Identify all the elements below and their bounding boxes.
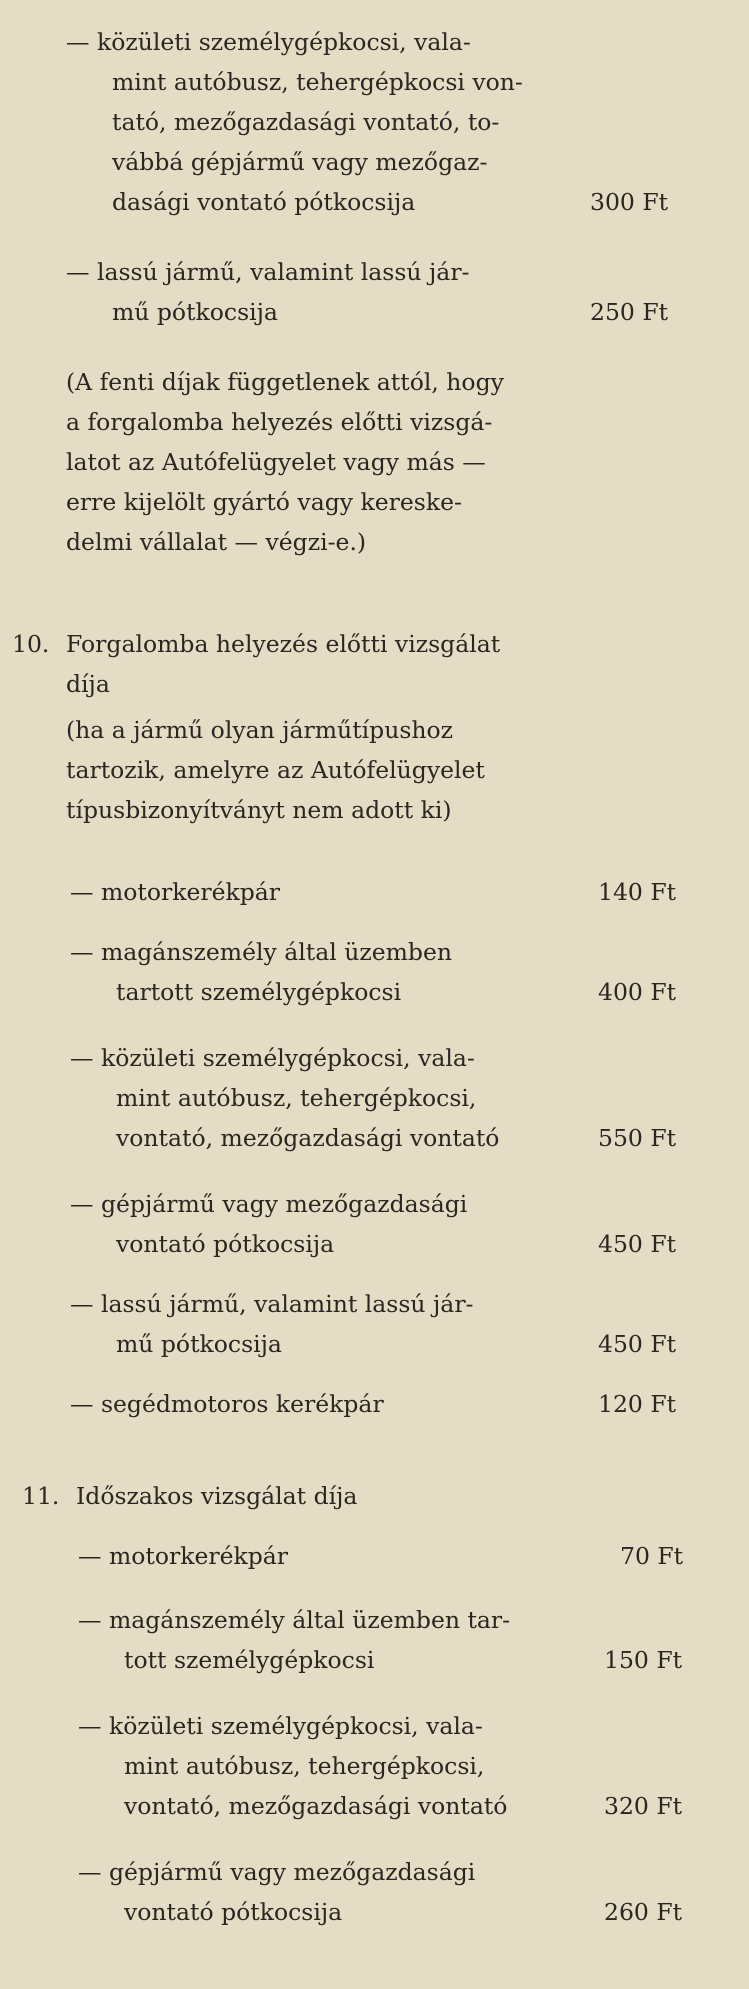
fee-price: 70 Ft <box>620 1542 684 1570</box>
item-line: mű pótkocsija <box>112 298 278 326</box>
item-line: — közületi személygépkocsi, vala- <box>78 1712 483 1740</box>
item-line: mű pótkocsija <box>116 1330 282 1358</box>
fee-price: 450 Ft <box>598 1330 677 1358</box>
fee-item-text <box>78 1852 475 1932</box>
section-number: 10. <box>12 630 50 658</box>
item-line: — segédmotoros kerékpár <box>70 1390 384 1418</box>
fee-item-text <box>70 872 280 912</box>
fee-price: 260 Ft <box>604 1898 683 1926</box>
item-line: dasági vontató pótkocsija <box>112 188 416 216</box>
item-line: tott személygépkocsi <box>124 1646 375 1674</box>
fee-price: 320 Ft <box>604 1792 683 1820</box>
fee-price: 450 Ft <box>598 1230 677 1258</box>
item-line: — lassú jármű, valamint lassú jár- <box>66 258 470 286</box>
item-line: vontató pótkocsija <box>124 1898 343 1926</box>
note-line: latot az Autófelügyelet vagy más — <box>66 448 486 476</box>
item-line: vontató pótkocsija <box>116 1230 335 1258</box>
fee-item-text <box>66 22 564 222</box>
fee-price: 400 Ft <box>598 978 677 1006</box>
fee-item-text <box>70 932 452 1012</box>
item-line: — magánszemély által üzemben tar- <box>78 1606 511 1634</box>
note-line: erre kijelölt gyártó vagy kereske- <box>66 488 462 516</box>
section-number: 11. <box>22 1482 60 1510</box>
condition-line: tartozik, amelyre az Autófelügyelet <box>66 756 485 784</box>
item-line: — magánszemély által üzemben <box>70 938 453 966</box>
fee-price: 300 Ft <box>590 188 669 216</box>
condition-line: (ha a jármű olyan járműtípushoz <box>66 716 454 744</box>
fee-price: 250 Ft <box>590 298 669 326</box>
item-line: — közületi személygépkocsi, vala- <box>70 1044 475 1072</box>
item-line: vontató, mezőgazdasági vontató <box>124 1792 508 1820</box>
fee-price: 550 Ft <box>598 1124 677 1152</box>
condition-line: típusbizonyítványt nem adott ki) <box>66 796 452 824</box>
item-line: vontató, mezőgazdasági vontató <box>116 1124 500 1152</box>
note-line: delmi vállalat — végzi-e.) <box>66 528 367 556</box>
section-condition <box>66 710 485 830</box>
item-line: — motorkerékpár <box>78 1542 289 1570</box>
note-line: a forgalomba helyezés előtti vizsgá- <box>66 408 493 436</box>
heading-line: díja <box>66 670 110 698</box>
fee-item-text <box>70 1384 384 1424</box>
fee-item-text <box>78 1536 288 1576</box>
fee-price: 150 Ft <box>604 1646 683 1674</box>
fee-item-text <box>78 1706 507 1826</box>
item-line: vábbá gépjármű vagy mezőgaz- <box>112 148 488 176</box>
item-line: — gépjármű vagy mezőgazdasági <box>70 1190 468 1218</box>
fee-note <box>66 362 504 562</box>
item-line: mint autóbusz, tehergépkocsi, <box>116 1084 477 1112</box>
item-line: — motorkerékpár <box>70 878 281 906</box>
item-line: — közületi személygépkocsi, vala- <box>66 28 471 56</box>
item-line: mint autóbusz, tehergépkocsi, <box>124 1752 485 1780</box>
item-line: tartott személygépkocsi <box>116 978 402 1006</box>
fee-item-text <box>70 1038 499 1158</box>
item-line: — lassú jármű, valamint lassú jár- <box>70 1290 474 1318</box>
note-line: (A fenti díjak függetlenek attól, hogy <box>66 368 504 396</box>
section-heading <box>66 624 500 704</box>
heading-line: Forgalomba helyezés előtti vizsgálat <box>66 630 501 658</box>
section-heading: Időszakos vizsgálat díja <box>76 1482 358 1510</box>
fee-item-text <box>70 1284 474 1364</box>
item-line: tató, mezőgazdasági vontató, to- <box>112 108 500 136</box>
fee-price: 140 Ft <box>598 878 677 906</box>
fee-item-text <box>70 1184 467 1264</box>
fee-item-text <box>78 1600 510 1680</box>
item-line: mint autóbusz, tehergépkocsi von- <box>112 68 523 96</box>
item-line: — gépjármű vagy mezőgazdasági <box>78 1858 476 1886</box>
fee-price: 120 Ft <box>598 1390 677 1418</box>
fee-item-text <box>66 252 470 332</box>
